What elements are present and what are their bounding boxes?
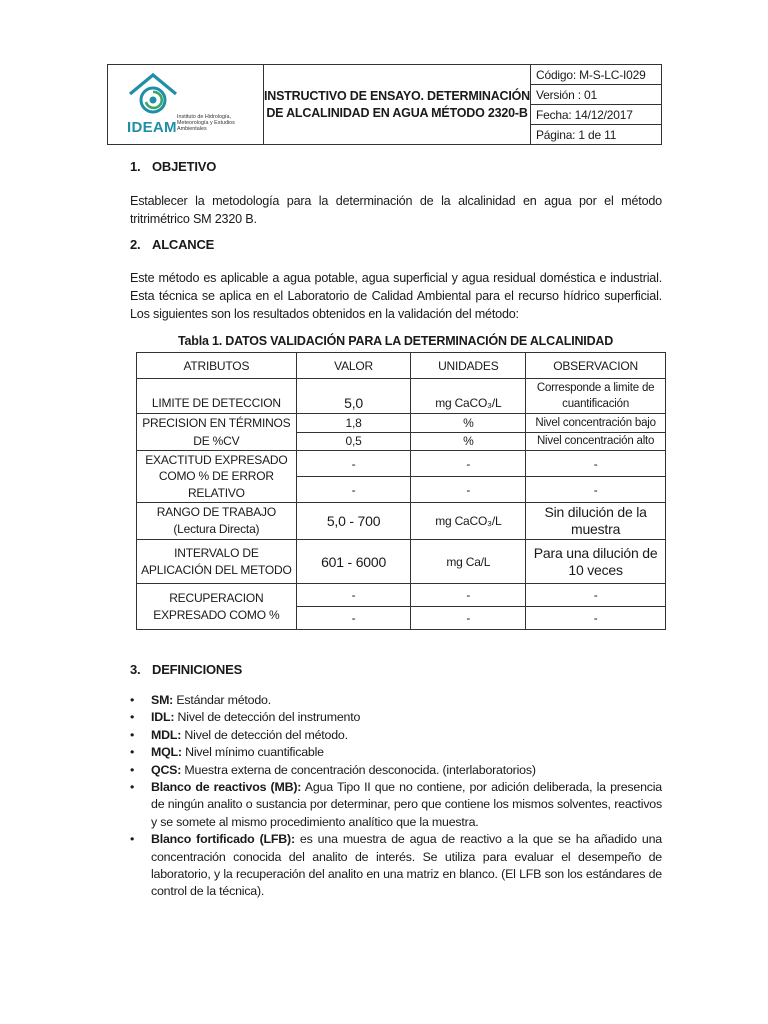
logo-wordmark: IDEAM bbox=[127, 118, 177, 136]
definition-text: Nivel mínimo cuantificable bbox=[181, 745, 324, 760]
section-heading-alcance bbox=[130, 237, 214, 252]
bullet-icon: • bbox=[130, 780, 135, 795]
table-cell-attribute: LIMITE DE DETECCION bbox=[137, 379, 297, 414]
section-number: 3. bbox=[130, 662, 141, 677]
table-cell-unit: % bbox=[411, 432, 526, 451]
list-item bbox=[130, 762, 662, 779]
table-header-cell: OBSERVACION bbox=[526, 353, 666, 379]
table-cell-unit: % bbox=[411, 414, 526, 433]
ideam-logo-icon bbox=[126, 72, 180, 118]
section-heading-definiciones bbox=[130, 662, 242, 677]
table-cell-unit: mg Ca/L bbox=[411, 540, 526, 584]
document-version: Versión : 01 bbox=[531, 85, 662, 105]
list-item bbox=[130, 744, 662, 761]
table-cell-unit: - bbox=[411, 607, 526, 630]
table-row bbox=[137, 584, 666, 607]
definition-term: IDL: bbox=[151, 710, 175, 725]
table-cell-observation: Corresponde a limite de cuantificación bbox=[526, 379, 666, 414]
section-title: DEFINICIONES bbox=[152, 662, 243, 677]
section-heading-objetivo bbox=[130, 159, 216, 174]
table-row bbox=[137, 414, 666, 433]
bullet-icon: • bbox=[130, 745, 135, 760]
document-date: Fecha: 14/12/2017 bbox=[531, 105, 662, 125]
table-cell-value: - bbox=[296, 477, 411, 503]
definition-text: Nivel de detección del método. bbox=[181, 727, 348, 742]
table-header-cell: UNIDADES bbox=[411, 353, 526, 379]
definition-text: Agua Tipo II que no contiene, por adición deliberada, la presencia de ningún analito o sustancia por determinar, pero que contiene los mismos solventes, reactivos y se somete al mismo procedimiento analítico que la muestra. bbox=[151, 780, 663, 829]
section-title: OBJETIVO bbox=[152, 159, 217, 174]
document-code: Código: M-S-LC-I029 bbox=[531, 65, 662, 85]
table-cell-attribute: RANGO DE TRABAJO (Lectura Directa) bbox=[137, 503, 297, 540]
table-row bbox=[137, 379, 666, 414]
table-cell-attribute: EXACTITUD EXPRESADO COMO % DE ERROR RELATIVO bbox=[137, 451, 297, 503]
table-row bbox=[137, 540, 666, 584]
table-cell-value: 5,0 - 700 bbox=[296, 503, 411, 540]
table-cell-value: - bbox=[296, 451, 411, 477]
table-row bbox=[137, 503, 666, 540]
bullet-icon: • bbox=[130, 832, 135, 847]
bullet-icon: • bbox=[130, 762, 135, 777]
logo-cell bbox=[108, 65, 264, 145]
table-cell-attribute: PRECISION EN TÉRMINOS DE %CV bbox=[137, 414, 297, 451]
table-cell-attribute: INTERVALO DE APLICACIÓN DEL METODO bbox=[137, 540, 297, 584]
bullet-icon: • bbox=[130, 693, 135, 707]
document-page-number: Página: 1 de 11 bbox=[531, 125, 662, 145]
table-cell-observation: Para una dilución de 10 veces bbox=[526, 540, 666, 584]
validation-table bbox=[136, 352, 666, 630]
definition-term: SM: bbox=[151, 693, 174, 707]
section-title: ALCANCE bbox=[152, 237, 215, 252]
definition-text: Nivel de detección del instrumento bbox=[174, 710, 361, 725]
section-number: 1. bbox=[130, 159, 141, 174]
logo-institute-name: Instituto de Hidrología, Meteorología y Estudios Ambientales bbox=[177, 113, 235, 132]
table-cell-unit: mg CaCO₃/L bbox=[411, 503, 526, 540]
definition-term: Blanco de reactivos (MB): bbox=[151, 780, 302, 795]
table-cell-observation: Sin dilución de la muestra bbox=[526, 503, 666, 540]
table-header-cell: ATRIBUTOS bbox=[137, 353, 297, 379]
ideam-logo bbox=[108, 66, 258, 144]
definition-text: Muestra externa de concentración desconocida. (interlaboratorios) bbox=[181, 762, 536, 777]
table-cell-observation: Nivel concentración alto bbox=[526, 432, 666, 451]
table-cell-value: 601 - 6000 bbox=[296, 540, 411, 584]
definition-text: Estándar método. bbox=[173, 693, 271, 707]
table-row bbox=[137, 451, 666, 477]
table-header-row bbox=[137, 353, 666, 379]
table-caption: Tabla 1. DATOS VALIDACIÓN PARA LA DETERMINACIÓN DE ALCALINIDAD bbox=[178, 334, 614, 348]
table-cell-value: 1,8 bbox=[296, 414, 411, 433]
definition-term: MQL: bbox=[151, 745, 182, 760]
definitions-list bbox=[130, 692, 662, 901]
bullet-icon: • bbox=[130, 710, 135, 725]
alcance-paragraph: Este método es aplicable a agua potable, agua superficial y agua residual doméstica e industrial. Esta técnica se aplica en el Laboratorio de Calidad Ambiental para el recurso hídrico superficial. Los siguientes son los resultados obtenidos en la validación del método: bbox=[130, 271, 662, 321]
objetivo-paragraph: Establecer la metodología para la determinación de la alcalinidad en agua por el método tritrimétrico SM 2320 B. bbox=[130, 194, 662, 226]
document-title: INSTRUCTIVO DE ENSAYO. DETERMINACIÓN DE ALCALINIDAD EN AGUA MÉTODO 2320-B bbox=[264, 65, 531, 145]
table-cell-observation: - bbox=[526, 477, 666, 503]
list-item bbox=[130, 779, 662, 831]
bullet-icon: • bbox=[130, 727, 135, 742]
table-header-cell: VALOR bbox=[296, 353, 411, 379]
table-cell-observation: - bbox=[526, 584, 666, 607]
document-header bbox=[107, 64, 662, 145]
table-cell-value: - bbox=[296, 607, 411, 630]
table-cell-value: - bbox=[296, 584, 411, 607]
section-number: 2. bbox=[130, 237, 141, 252]
table-cell-value: 0,5 bbox=[296, 432, 411, 451]
definition-term: MDL: bbox=[151, 727, 182, 742]
definition-text: es una muestra de agua de reactivo a la que se ha añadido una concentración conocida del analito de interés. Se utiliza para evaluar el desempeño de laboratorio, y la recuperación del analito en una matriz en blanco. (El LFB son los estándares de control de la técnica). bbox=[151, 832, 662, 899]
list-item bbox=[130, 831, 662, 901]
definition-term: Blanco fortificado (LFB): bbox=[151, 832, 295, 847]
table-cell-observation: - bbox=[526, 451, 666, 477]
list-item bbox=[130, 709, 662, 726]
table-cell-unit: - bbox=[411, 477, 526, 503]
list-item bbox=[130, 692, 662, 709]
list-item bbox=[130, 727, 662, 744]
definition-term: QCS: bbox=[151, 762, 182, 777]
table-cell-unit: - bbox=[411, 584, 526, 607]
table-cell-observation: Nivel concentración bajo bbox=[526, 414, 666, 433]
table-cell-attribute: RECUPERACION EXPRESADO COMO % bbox=[137, 584, 297, 630]
table-cell-value: 5,0 bbox=[296, 379, 411, 414]
table-cell-unit: mg CaCO₃/L bbox=[411, 379, 526, 414]
table-cell-observation: - bbox=[526, 607, 666, 630]
table-cell-unit: - bbox=[411, 451, 526, 477]
